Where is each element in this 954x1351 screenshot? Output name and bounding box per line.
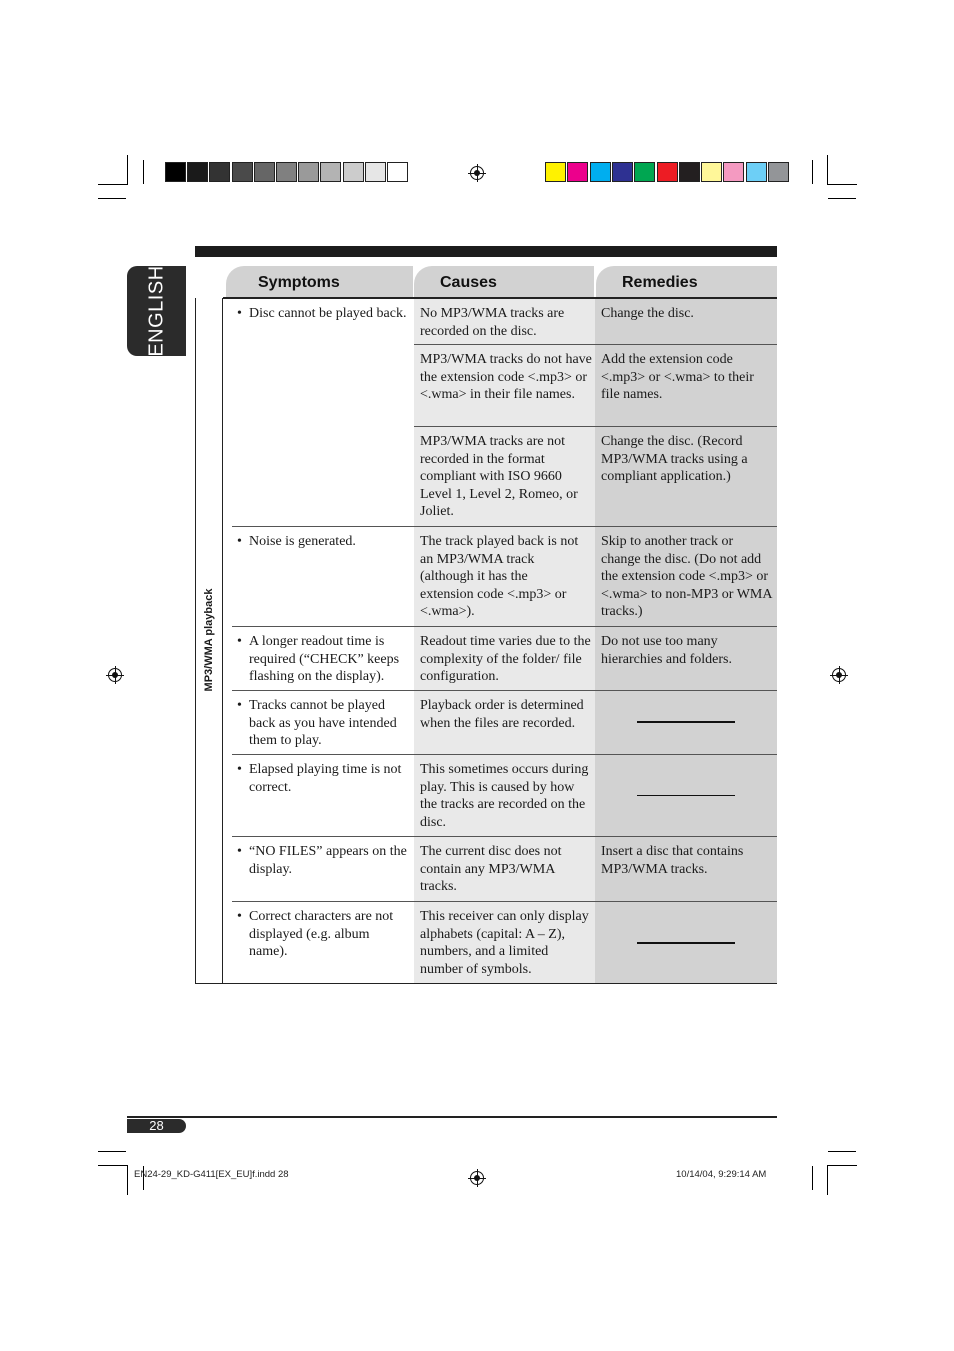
table-bottom-rule [223, 983, 777, 984]
bullet: • [237, 844, 242, 859]
crop-mark [143, 160, 144, 184]
process-swatch [545, 162, 566, 182]
no-remedy-dash [637, 942, 735, 944]
process-swatch [701, 162, 722, 182]
header-symptoms [226, 266, 413, 299]
registration-mark-icon [832, 668, 846, 682]
header-causes-label: Causes [440, 274, 497, 291]
remedy-cell: Skip to another track or change the disc. (Do not add the extension code <.mp3> or <.wma> to non-MP3 or WMA tracks.) [601, 534, 772, 620]
process-swatch [768, 162, 789, 182]
gray-swatch [232, 162, 253, 182]
registration-mark-icon [108, 668, 122, 682]
crop-mark [828, 1151, 856, 1152]
symptom-text: Correct characters are not displayed (e.g. album name). [249, 909, 394, 960]
footer-file-name: EN24-29_KD-G411[EX_EU]f.indd 28 [134, 1169, 289, 1180]
crop-mark [98, 184, 128, 185]
cause-cell: No MP3/WMA tracks are recorded on the disc. [420, 306, 565, 339]
process-swatch [657, 162, 678, 182]
gray-swatch [254, 162, 275, 182]
cause-cell: Playback order is determined when the files are recorded. [420, 698, 584, 731]
crop-mark [827, 1165, 828, 1195]
symptom-text: Tracks cannot be played back as you have intended them to play. [249, 698, 397, 749]
symptom-cell [233, 305, 411, 323]
gray-swatch [298, 162, 319, 182]
symptom-text: A longer readout time is required (“CHECK” keeps flashing on the display). [249, 634, 400, 685]
footer-timestamp: 10/14/04, 9:29:14 AM [676, 1169, 767, 1180]
cause-cell: This receiver can only display alphabets (capital: A – Z), numbers, and a limited number of symbols. [420, 909, 589, 977]
cause-cell: The current disc does not contain any MP3/WMA tracks. [420, 844, 562, 895]
gray-swatch [343, 162, 364, 182]
cause-cell: Readout time varies due to the complexity of the folder/ file configuration. [420, 634, 591, 685]
crop-mark [98, 1165, 128, 1166]
crop-mark [98, 1151, 126, 1152]
process-swatch [746, 162, 767, 182]
language-tab-label: ENGLISH [145, 265, 167, 357]
bullet: • [237, 762, 242, 777]
row-separator [232, 754, 777, 755]
row-separator [232, 626, 777, 627]
no-remedy-dash [637, 795, 735, 796]
gray-swatch [276, 162, 297, 182]
crop-mark [98, 198, 126, 199]
row-separator [232, 836, 777, 837]
crop-mark [827, 155, 828, 185]
bullet: • [237, 534, 242, 549]
header-symptoms-label: Symptoms [258, 274, 340, 291]
section-label: MP3/WMA playback [203, 588, 215, 692]
gray-swatch [320, 162, 341, 182]
header-remedies [596, 266, 777, 299]
bullet: • [237, 634, 242, 649]
process-swatch [612, 162, 633, 182]
header-causes [414, 266, 594, 299]
symptom-cell [233, 633, 411, 686]
remedy-cell: Do not use too many hierarchies and folders. [601, 634, 732, 667]
remedy-cell: Insert a disc that contains MP3/WMA tracks. [601, 844, 744, 877]
row-separator [414, 344, 777, 345]
crop-mark [127, 1165, 128, 1195]
registration-mark-icon [470, 166, 484, 180]
remedy-cell: Add the extension code <.mp3> or <.wma> to their file names. [601, 352, 754, 403]
symptom-cell [233, 697, 411, 750]
symptom-text: Disc cannot be played back. [249, 306, 407, 321]
gray-swatch [387, 162, 408, 182]
crop-mark [827, 184, 857, 185]
footer-rule [127, 1116, 777, 1118]
row-separator [232, 526, 777, 527]
cause-cell: The track played back is not an MP3/WMA track (although it has the extension code <.mp3> or <.wma>). [420, 534, 579, 620]
header-rule [195, 246, 777, 257]
gray-swatch [165, 162, 186, 182]
gray-swatch [209, 162, 230, 182]
process-swatch [634, 162, 655, 182]
remedy-cell: Change the disc. [601, 306, 694, 321]
bullet: • [237, 306, 242, 321]
crop-mark [827, 1165, 857, 1166]
crop-mark [812, 160, 813, 184]
row-separator [232, 690, 777, 691]
cause-cell: MP3/WMA tracks do not have the extension code <.mp3> or <.wma> in their file names. [420, 352, 592, 403]
cause-cell: MP3/WMA tracks are not recorded in the format compliant with ISO 9660 Level 1, Level 2, Romeo, or Joliet. [420, 434, 578, 520]
gray-swatch [187, 162, 208, 182]
crop-mark [127, 155, 128, 185]
row-separator [414, 426, 777, 427]
registration-mark-icon [470, 1171, 484, 1185]
symptom-cell [233, 908, 411, 961]
language-tab [127, 266, 186, 356]
cause-cell: This sometimes occurs during play. This is caused by how the tracks are recorded on the disc. [420, 762, 589, 830]
symptom-cell [233, 843, 411, 878]
no-remedy-dash [637, 721, 735, 723]
process-swatch [679, 162, 700, 182]
symptom-text: Noise is generated. [249, 534, 356, 549]
symptom-cell [233, 533, 411, 551]
crop-mark [828, 198, 856, 199]
bullet: • [237, 909, 242, 924]
crop-mark [812, 1166, 813, 1190]
process-swatch [590, 162, 611, 182]
process-swatch [723, 162, 744, 182]
bullet: • [237, 698, 242, 713]
remedy-cell: Change the disc. (Record MP3/WMA tracks using a compliant application.) [601, 434, 748, 485]
process-swatch [567, 162, 588, 182]
header-remedies-label: Remedies [622, 274, 698, 291]
symptom-text: Elapsed playing time is not correct. [249, 762, 402, 795]
row-separator [232, 901, 777, 902]
symptom-cell [233, 761, 411, 796]
page-number: 28 [127, 1119, 186, 1133]
gray-swatch [365, 162, 386, 182]
symptom-text: “NO FILES” appears on the display. [249, 844, 407, 877]
